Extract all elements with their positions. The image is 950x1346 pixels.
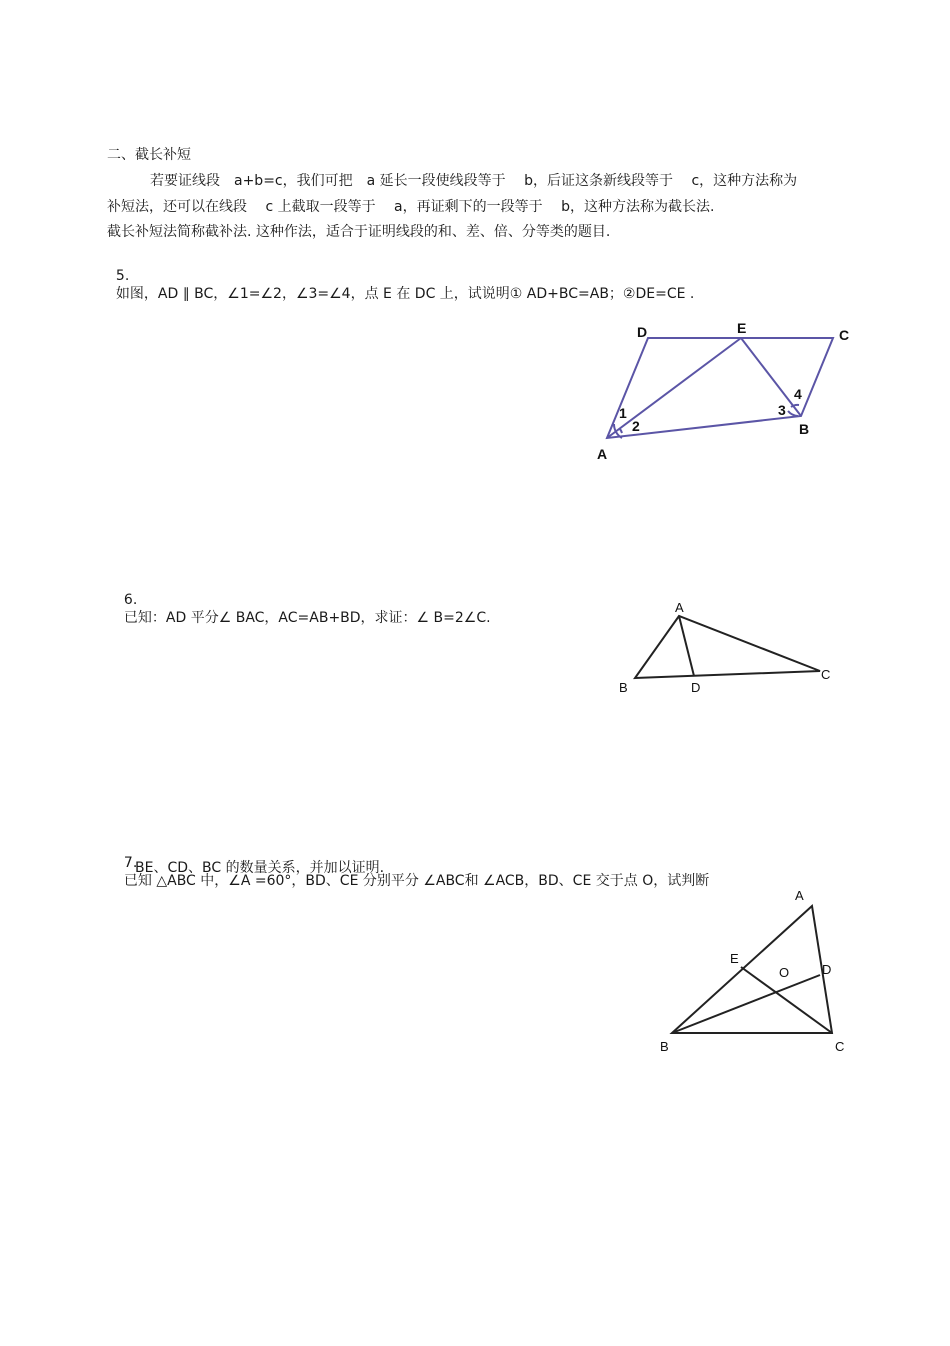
label-B: B xyxy=(660,1039,669,1054)
problem-text-line-1: 已知 △ABC 中，∠A =60°，BD、CE 分别平分 ∠ABC和 ∠ACB，BD、CE 交于点 O，试判断 xyxy=(123,873,710,889)
intro-paragraph-line-2: 补短法，还可以在线段 c 上截取一段等于 a，再证剩下的一段等于 b，这种方法称为截长法. xyxy=(107,199,715,215)
label-O: O xyxy=(779,965,790,980)
problem-number: 7. xyxy=(123,855,138,871)
label-C: C xyxy=(839,327,850,343)
intro-paragraph-line-3: 截长补短法简称截补法. 这种作法，适合于证明线段的和、差、倍、分等类的题目. xyxy=(107,224,611,240)
angle-label-3: 3 xyxy=(778,402,786,418)
problem-number: 5. xyxy=(115,268,130,284)
angle-label-1: 1 xyxy=(619,405,627,421)
label-A: A xyxy=(795,888,804,903)
angle-label-4: 4 xyxy=(794,386,802,402)
label-B: B xyxy=(799,421,810,437)
label-D: D xyxy=(822,962,832,977)
problem-text: 如图，AD ∥ BC，∠1=∠2，∠3=∠4，点 E 在 DC 上，试说明① AD+BC=AB；②DE=CE . xyxy=(115,286,695,302)
label-C: C xyxy=(821,667,831,682)
label-E: E xyxy=(730,951,739,966)
problem-number: 6. xyxy=(123,592,138,608)
label-A: A xyxy=(675,600,684,615)
label-D: D xyxy=(691,680,701,695)
problem-7-line-2: BE、CD、BC 的数量关系，并加以证明. xyxy=(135,860,385,876)
intro-paragraph-line-1: 若要证线段 a+b=c，我们可把 a 延长一段使线段等于 b，后证这条新线段等于 c，这种方法称为 xyxy=(150,173,798,189)
problem-text: 已知：AD 平分∠ BAC，AC=AB+BD，求证：∠ B=2∠C. xyxy=(123,610,491,626)
label-A: A xyxy=(597,446,608,462)
label-C: C xyxy=(835,1039,845,1054)
label-B: B xyxy=(619,680,628,695)
label-E: E xyxy=(737,320,747,336)
section-heading: 二、截长补短 xyxy=(107,147,191,163)
label-D: D xyxy=(637,324,648,340)
angle-label-2: 2 xyxy=(632,418,640,434)
